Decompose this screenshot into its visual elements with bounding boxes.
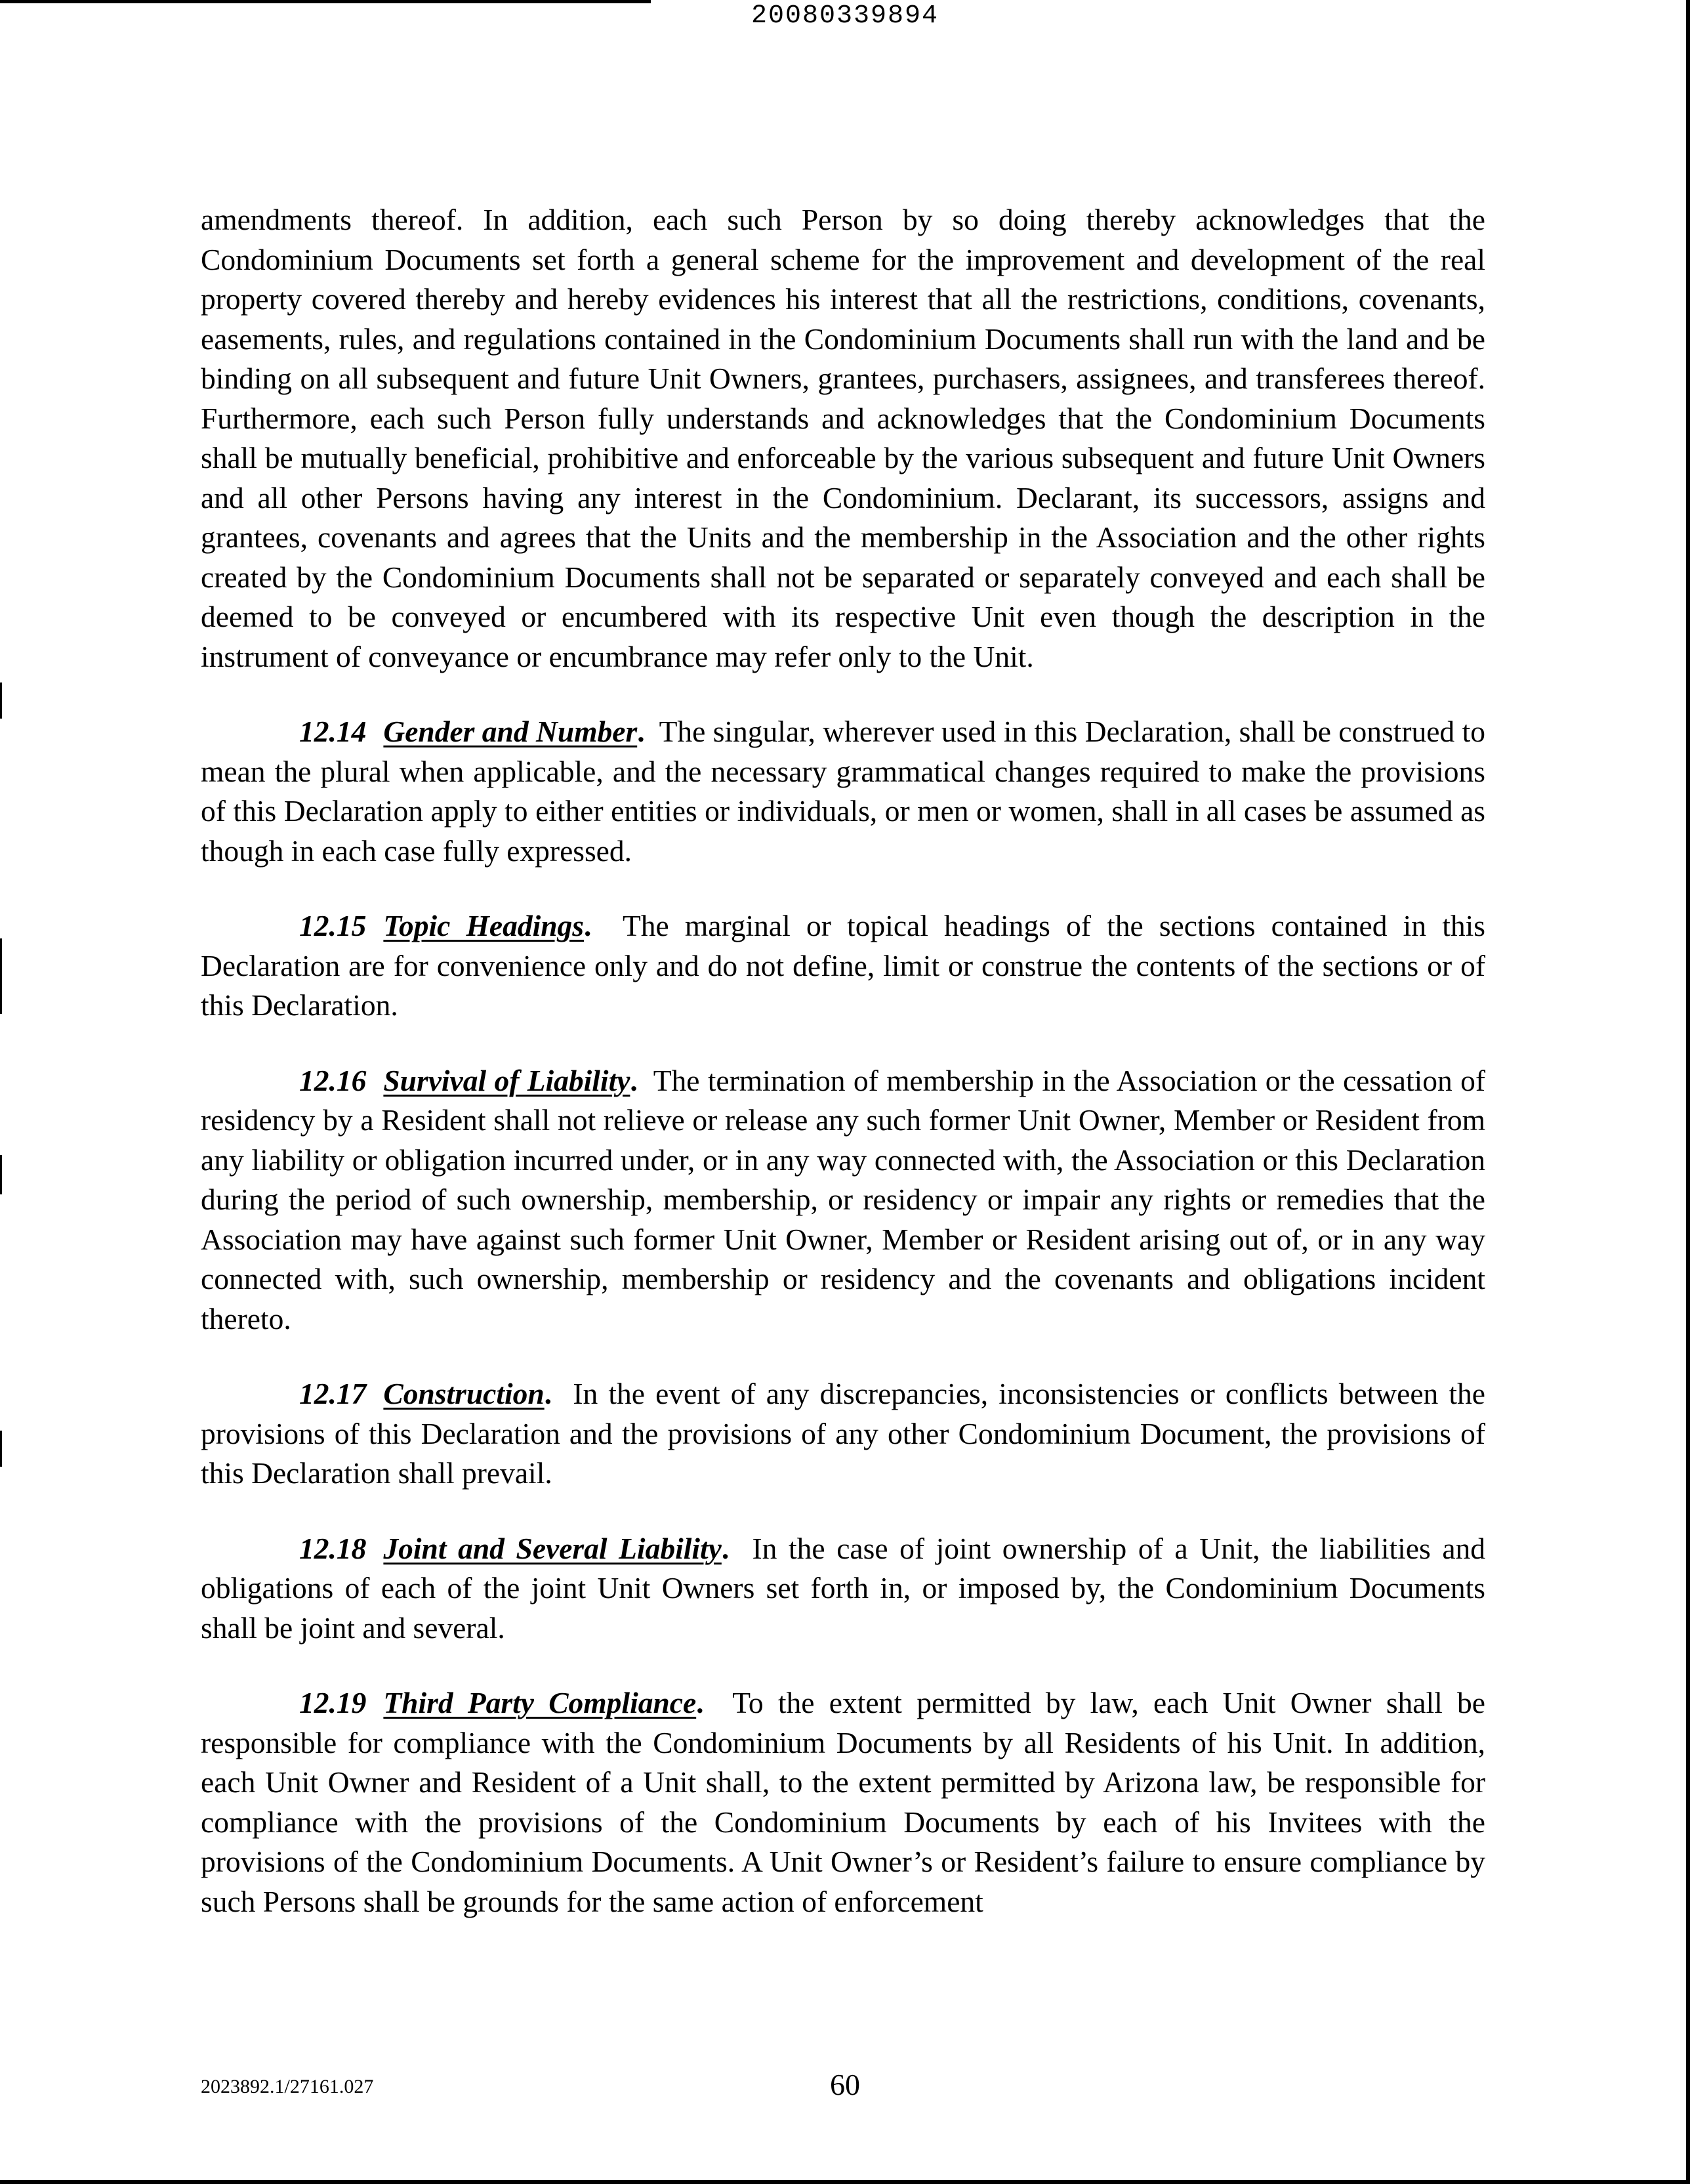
section-heading: Topic Headings: [383, 909, 585, 942]
section-number: 12.16: [299, 1063, 367, 1097]
section-text: The marginal or topical headings of the sections contained in this Declaration are for convenience only and do not define, limit or construe the contents of the sections or of this Declaration.: [201, 909, 1485, 1022]
section-heading: Construction: [383, 1377, 545, 1410]
section-text: The singular, wherever used in this Declaration, shall be construed to mean the plural when applicable, and the necessary grammatical changes required to make the provisions of this Declaration apply to either entities or individuals, or men or women, shall in all cases be assumed as though in each case fully expressed.: [201, 715, 1485, 868]
section-12-14: 12.14 Gender and Number. The singular, wherever used in this Declaration, shall be construed to mean the plural when applicable, and the necessary grammatical changes required to make the provisions of this Declaration apply to either entities or individuals, or men or women, shall in all cases be assumed as though in each case fully expressed.: [201, 715, 1485, 868]
section-heading: Survival of Liability: [383, 1063, 630, 1097]
bottom-scan-border: [0, 2180, 1690, 2184]
section-number: 12.14: [299, 715, 367, 748]
section-12-15: 12.15 Topic Headings. The marginal or topical headings of the sections contained in this Declaration are for convenience only and do not define, limit or construe the contents of the sections or of this Declaration.: [201, 909, 1485, 1022]
section-12-17: 12.17 Construction. In the event of any discrepancies, inconsistencies or conflicts between the provisions of this Declaration and the provisions of any other Condominium Document, the provisions of this Declaration shall prevail.: [201, 1377, 1485, 1490]
section-12-18: 12.18 Joint and Several Liability. In the case of joint ownership of a Unit, the liabilities and obligations of each of the joint Unit Owners set forth in, or imposed by, the Condominium Documents shall be joint and several.: [201, 1531, 1486, 1645]
section-heading: Third Party Compliance: [383, 1686, 697, 1719]
document-body: [201, 200, 1485, 1957]
section-text: In the event of any discrepancies, inconsistencies or conflicts between the provisions of this Declaration and the provisions of any other Condominium Document, the provisions of this Declaration shall prevail.: [201, 1377, 1485, 1490]
section-text: The termination of membership in the Association or the cessation of residency by a Resident shall not relieve or release any such former Unit Owner, Member or Resident from any liability or obligation incurred under, or in any way connected with, the Association or this Declaration during the period of such ownership, membership, or residency or impair any rights or remedies that the Association may have against such former Unit Owner, Member or Resident arising out of, or in any way connected with, such ownership, membership or residency and the covenants and obligations incident thereto.: [201, 1063, 1485, 1335]
footer-document-id: 2023892.1/27161.027: [201, 2076, 374, 2097]
scan-edge-mark: [0, 938, 2, 1014]
section-heading: Gender and Number: [383, 715, 638, 748]
section-number: 12.18: [299, 1531, 367, 1565]
scan-edge-mark: [0, 1431, 2, 1467]
section-text: In the case of joint ownership of a Unit, the liabilities and obligations of each of the joint Unit Owners set forth in, or imposed by, the Condominium Documents shall be joint and several.: [201, 1531, 1486, 1645]
scan-edge-mark: [0, 682, 2, 719]
section-heading: Joint and Several Liability: [383, 1531, 722, 1565]
section-number: 12.19: [299, 1686, 367, 1719]
section-text: To the extent permitted by law, each Unit Owner shall be responsible for compliance with the Condominium Documents by all Residents of his Unit. In addition, each Unit Owner and Resident of a Unit shall, to the extent permitted by Arizona law, be responsible for compliance with the provisions of the Condominium Documents by each of his Invitees with the provisions of the Condominium Documents. A Unit Owner’s or Resident’s failure to ensure compliance by such Persons shall be grounds for the same action of enforcement: [201, 1686, 1485, 1918]
scan-edge-mark: [0, 1155, 2, 1194]
section-12-19: 12.19 Third Party Compliance. To the extent permitted by law, each Unit Owner shall be responsible for compliance with the Condominium Documents by all Residents of his Unit. In addition, each Unit Owner and Resident of a Unit shall, to the extent permitted by Arizona law, be responsible for compliance with the provisions of the Condominium Documents by each of his Invitees with the provisions of the Condominium Documents. A Unit Owner’s or Resident’s failure to ensure compliance by such Persons shall be grounds for the same action of enforcement: [201, 1686, 1485, 1918]
continuation-paragraph: amendments thereof. In addition, each such Person by so doing thereby acknowledges that the Condominium Documents set forth a general scheme for the improvement and development of the real property covered thereby and hereby evidences his interest that all the restrictions, conditions, covenants, easements, rules, and regulations contained in the Condominium Documents shall run with the land and be binding on all subsequent and future Unit Owners, grantees, purchasers, assignees, and transferees thereof. Furthermore, each such Person fully understands and acknowledges that the Condominium Documents shall be mutually beneficial, prohibitive and enforceable by the various subsequent and future Unit Owners and all other Persons having any interest in the Condominium. Declarant, its successors, assigns and grantees, covenants and agrees that the Units and the membership in the Association and the other rights created by the Condominium Documents shall not be separated or separately conveyed and each shall be deemed to be conveyed or encumbered with its respective Unit even though the description in the instrument of conveyance or encumbrance may refer only to the Unit.: [201, 203, 1485, 673]
page-number: 60: [830, 2068, 860, 2101]
section-number: 12.17: [299, 1377, 367, 1410]
right-scan-border: [1686, 0, 1690, 2184]
recording-number: 20080339894: [751, 1, 939, 31]
section-12-16: 12.16 Survival of Liability. The termination of membership in the Association or the cessation of residency by a Resident shall not relieve or release any such former Unit Owner, Member or Resident from any liability or obligation incurred under, or in any way connected with, the Association or this Declaration during the period of such ownership, membership, or residency or impair any rights or remedies that the Association may have against such former Unit Owner, Member or Resident arising out of, or in any way connected with, such ownership, membership or residency and the covenants and obligations incident thereto.: [201, 1063, 1485, 1335]
section-number: 12.15: [299, 909, 367, 942]
